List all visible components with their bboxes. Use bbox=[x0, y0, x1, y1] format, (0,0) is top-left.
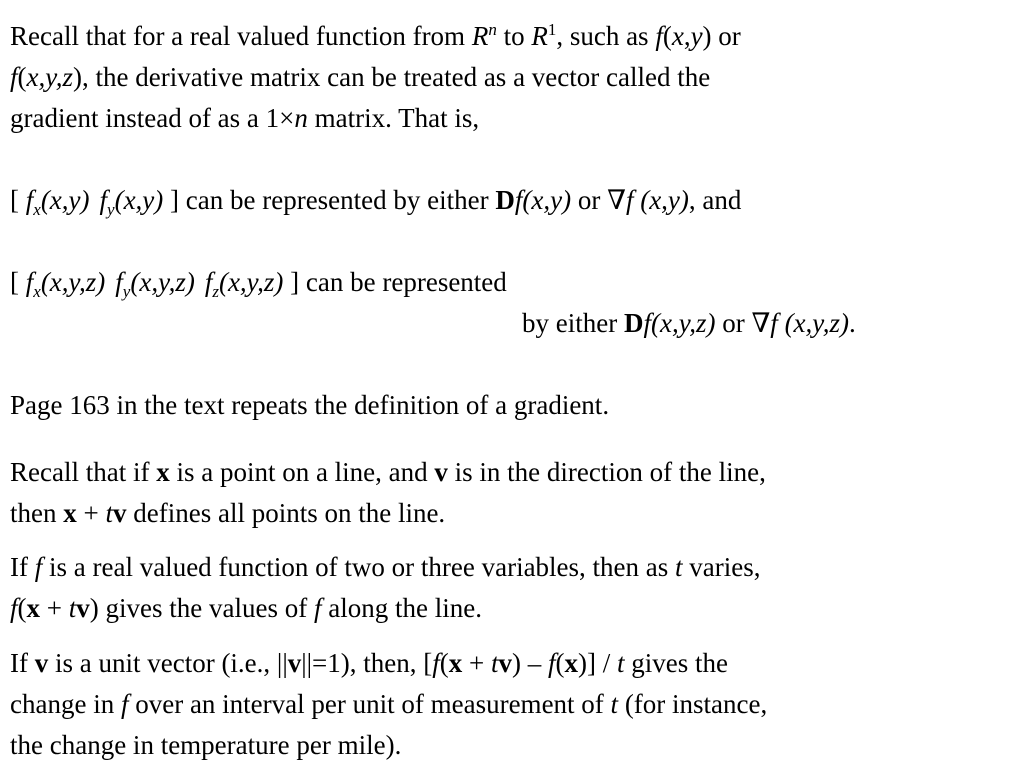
paragraph-1-line-1 bbox=[10, 16, 741, 56]
math-bold: v bbox=[113, 498, 127, 528]
text: ( bbox=[439, 648, 449, 678]
text: defines all points on the line. bbox=[126, 498, 446, 528]
math-var: f bbox=[25, 185, 34, 215]
paragraph-6-line-1 bbox=[10, 547, 761, 587]
text: ( bbox=[17, 62, 27, 92]
text: gives the values of bbox=[98, 593, 314, 623]
math-var: f bbox=[204, 267, 213, 297]
text: ) bbox=[702, 21, 712, 51]
text: to bbox=[496, 21, 532, 51]
text: )] / bbox=[578, 648, 618, 678]
math-var: t bbox=[105, 498, 113, 528]
text: over an interval per unit of measurement of bbox=[128, 689, 611, 719]
text: ( bbox=[555, 648, 565, 678]
math-var: R bbox=[471, 21, 489, 51]
math-var: f bbox=[115, 267, 123, 297]
text: is in the direction of the line, bbox=[447, 457, 766, 487]
math-superscript: 1 bbox=[547, 20, 557, 39]
math-bold: v bbox=[434, 457, 448, 487]
math-var: f bbox=[120, 689, 129, 719]
text: along the line. bbox=[321, 593, 482, 623]
math-bold: x bbox=[156, 457, 170, 487]
text: ||=1), then, [ bbox=[301, 648, 433, 678]
text: gives the bbox=[624, 648, 729, 678]
text: (for instance, bbox=[618, 689, 768, 719]
math-var: (x,y,z) bbox=[218, 267, 284, 297]
math-var: t bbox=[610, 689, 619, 719]
text: by either bbox=[522, 308, 624, 338]
math-bold: x bbox=[63, 498, 77, 528]
text: , bbox=[683, 21, 691, 51]
math-var: f bbox=[432, 648, 440, 678]
math-var: f bbox=[10, 62, 18, 92]
math-var: t bbox=[675, 552, 683, 582]
text: , and bbox=[688, 185, 742, 215]
math-subscript: x bbox=[33, 200, 41, 219]
text: Recall that for a real valued function from bbox=[10, 21, 472, 51]
text: ] can be represented bbox=[283, 267, 507, 297]
math-var: n bbox=[294, 103, 308, 133]
math-bold: v bbox=[34, 648, 49, 678]
math-bold: v bbox=[498, 648, 513, 678]
math-var: f bbox=[25, 267, 34, 297]
math-subscript: y bbox=[107, 200, 115, 219]
math-var: f bbox=[10, 593, 18, 623]
text: + bbox=[76, 498, 106, 528]
paragraph-5-line-1 bbox=[10, 452, 766, 492]
paragraph-7-line-2 bbox=[10, 684, 767, 724]
text: If bbox=[10, 648, 35, 678]
math-var: f bbox=[770, 308, 778, 338]
text: . bbox=[849, 308, 856, 338]
text: is a real valued function of two or three variables, then as bbox=[42, 552, 676, 582]
math-var: t bbox=[68, 593, 77, 623]
text: + bbox=[462, 648, 491, 678]
paragraph-4-line-1 bbox=[10, 385, 609, 425]
math-subscript: x bbox=[33, 282, 41, 301]
math-var: (x,y,z) bbox=[40, 267, 106, 297]
text: varies, bbox=[682, 552, 761, 582]
math-var: f bbox=[514, 185, 523, 215]
paragraph-2-line-1 bbox=[10, 180, 741, 220]
math-bold: x bbox=[448, 648, 463, 678]
text: ) bbox=[73, 62, 83, 92]
text: ) bbox=[89, 593, 99, 623]
math-var: x bbox=[671, 21, 684, 51]
math-bold: x bbox=[26, 593, 41, 623]
text: gradient instead of as a 1× bbox=[10, 103, 295, 133]
math-var: f bbox=[625, 185, 634, 215]
text: ( bbox=[17, 593, 27, 623]
math-var: t bbox=[491, 648, 499, 678]
math-var: (x,y,z) bbox=[130, 267, 195, 297]
text: or bbox=[711, 21, 741, 51]
text: or ∇ bbox=[715, 308, 771, 338]
paragraph-3-line-1 bbox=[10, 262, 507, 302]
math-var: (x,y,z) bbox=[777, 308, 850, 338]
math-bold: D bbox=[623, 308, 644, 338]
math-var: (x,y) bbox=[633, 185, 689, 215]
paragraph-7-line-1 bbox=[10, 643, 728, 683]
paragraph-6-line-2 bbox=[10, 588, 482, 628]
math-var: f bbox=[313, 593, 322, 623]
paragraph-1-line-3 bbox=[10, 98, 479, 138]
paragraph-3-line-2 bbox=[522, 303, 856, 343]
text: ] can be represented by either bbox=[163, 185, 496, 215]
text: is a point on a line, and bbox=[169, 457, 435, 487]
math-var: (x,y) bbox=[114, 185, 164, 215]
paragraph-1-line-2 bbox=[10, 57, 710, 97]
text: the change in temperature per mile). bbox=[10, 730, 402, 760]
paragraph-7-line-3 bbox=[10, 725, 401, 765]
math-subscript: y bbox=[122, 282, 131, 301]
text: , the derivative matrix can be treated as a vector called the bbox=[82, 62, 711, 92]
text: ( bbox=[662, 21, 672, 51]
text: ) – bbox=[512, 648, 549, 678]
math-var: y bbox=[690, 21, 703, 51]
text: change in bbox=[10, 689, 121, 719]
text: If bbox=[10, 552, 35, 582]
text: , such as bbox=[556, 21, 656, 51]
math-var: (x,y) bbox=[522, 185, 572, 215]
math-var: f bbox=[655, 21, 663, 51]
math-var: (x,y,z) bbox=[650, 308, 716, 338]
text: or ∇ bbox=[571, 185, 626, 215]
math-bold: D bbox=[495, 185, 515, 215]
math-var: x,y,z bbox=[26, 62, 74, 92]
math-var: f bbox=[34, 552, 43, 582]
text: [ bbox=[10, 185, 26, 215]
text: [ bbox=[10, 267, 26, 297]
math-var: R bbox=[531, 21, 548, 51]
text: + bbox=[40, 593, 69, 623]
math-var: t bbox=[617, 648, 625, 678]
math-var: f bbox=[643, 308, 651, 338]
text: is a unit vector (i.e., || bbox=[48, 648, 288, 678]
math-bold: v bbox=[76, 593, 90, 623]
text: Page 163 in the text repeats the definition of a gradient. bbox=[10, 390, 610, 420]
math-bold: x bbox=[564, 648, 579, 678]
text: Recall that if bbox=[10, 457, 157, 487]
math-subscript: z bbox=[212, 282, 219, 301]
math-var: f bbox=[99, 185, 108, 215]
math-superscript: n bbox=[488, 20, 497, 39]
math-var: f bbox=[548, 648, 556, 678]
math-bold: v bbox=[287, 648, 302, 678]
math-var: (x,y) bbox=[40, 185, 90, 215]
paragraph-5-line-2 bbox=[10, 493, 445, 533]
text: then bbox=[10, 498, 64, 528]
text: matrix. That is, bbox=[307, 103, 480, 133]
